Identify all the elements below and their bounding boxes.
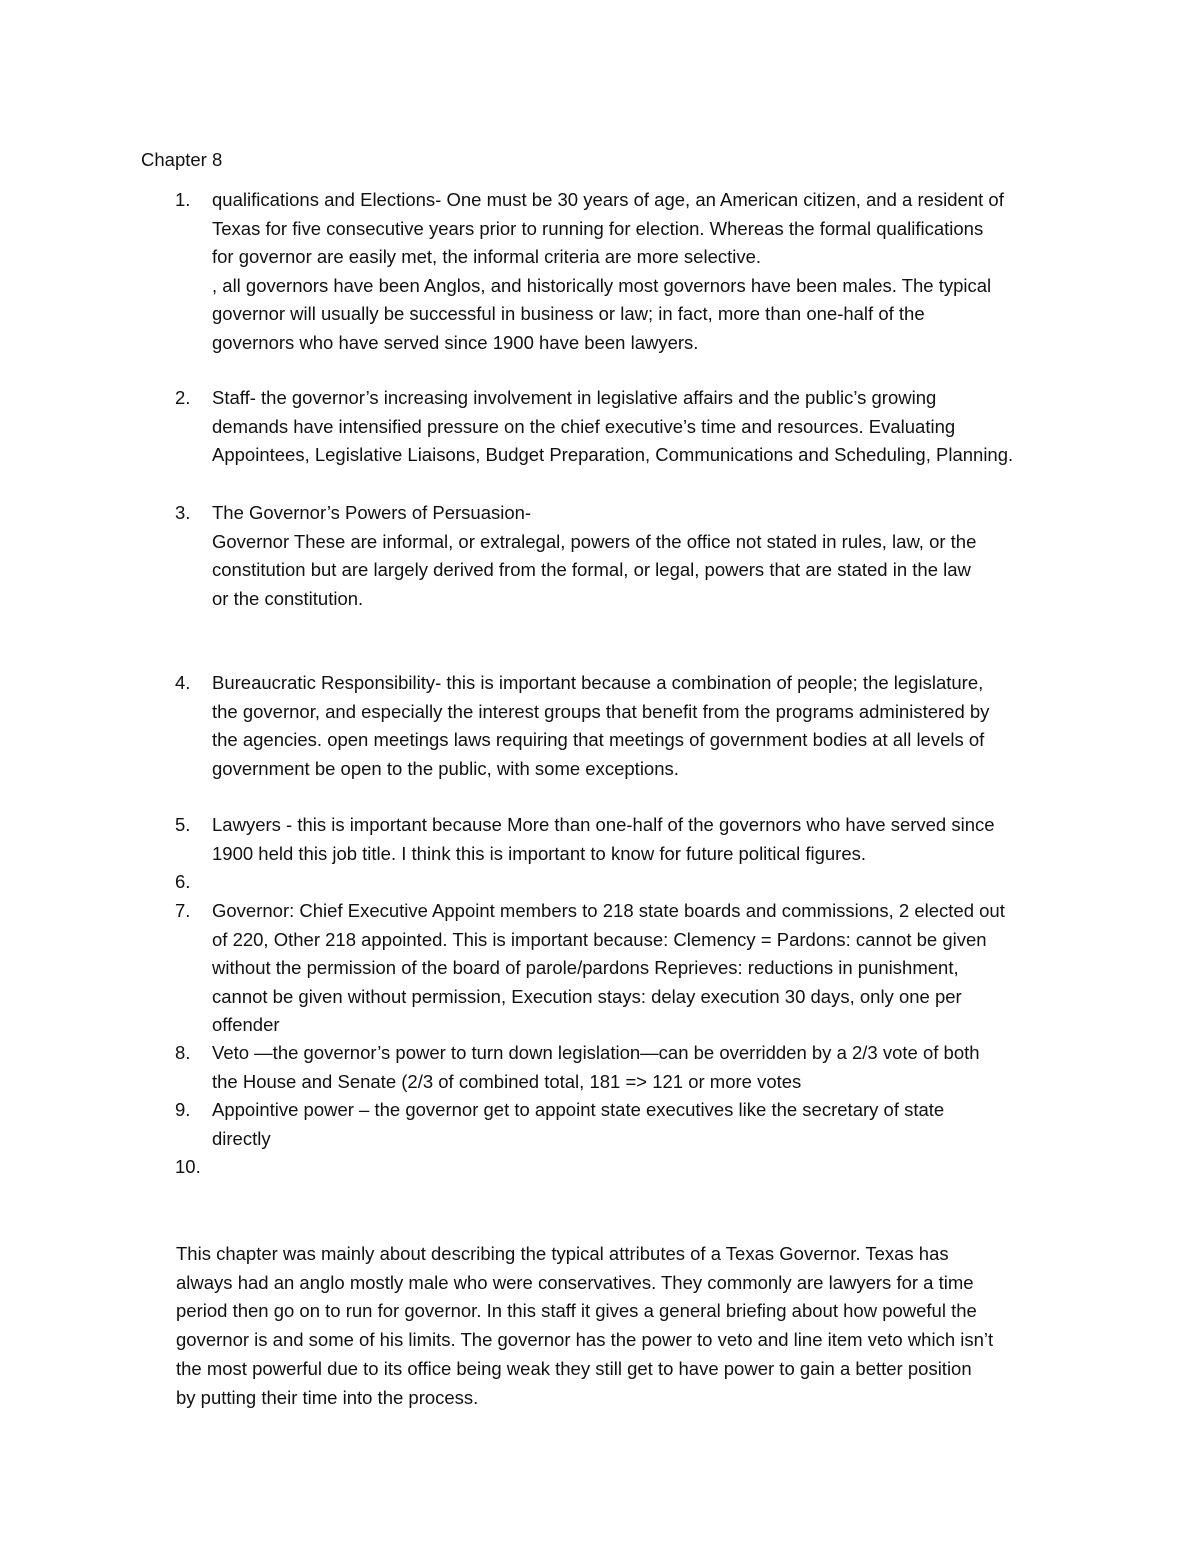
- list-item-text: [212, 669, 1066, 783]
- list-item-text: [212, 499, 1066, 613]
- text-line: governors who have served since 1900 have been lawyers.: [212, 331, 699, 353]
- text-line: the agencies. open meetings laws requiring that meetings of government bodies at all levels of: [212, 729, 985, 750]
- text-line: Lawyers - this is important because More than one-half of the governors who have served since: [212, 814, 995, 835]
- text-line: by putting their time into the process.: [176, 1386, 479, 1408]
- list-item: [141, 1039, 1066, 1096]
- list-item-text: [212, 186, 1066, 357]
- text-line: Appointive power – the governor get to appoint state executives like the secretary of state: [212, 1099, 945, 1120]
- text-line: governor will usually be successful in business or law; in fact, more than one-half of the: [212, 303, 925, 324]
- list-item-number: 7.: [175, 900, 191, 921]
- list-item-number: 4.: [175, 672, 191, 693]
- text-line: without the permission of the board of parole/pardons Reprieves: reductions in punishment,: [212, 957, 959, 978]
- text-line: offender: [212, 1014, 280, 1035]
- text-line: period then go on to run for governor. In this staff it gives a general briefing about how poweful the: [176, 1300, 977, 1322]
- list-item: [141, 186, 1066, 357]
- list-item-text: [212, 384, 1066, 470]
- text-line: Texas for five consecutive years prior to running for election. Whereas the formal qualifications: [212, 217, 984, 239]
- text-line: cannot be given without permission, Execution stays: delay execution 30 days, only one per: [212, 985, 962, 1007]
- text-line: Staff- the governor’s increasing involvement in legislative affairs and the public’s growing: [212, 387, 937, 408]
- list-item-number: 2.: [175, 387, 191, 408]
- text-line: This chapter was mainly about describing the typical attributes of a Texas Governor. Texas has: [176, 1243, 949, 1264]
- text-line: Governor These are informal, or extralegal, powers of the office not stated in rules, law, or the: [212, 530, 977, 552]
- page-title: Chapter 8: [141, 149, 223, 170]
- list-item: [141, 811, 1066, 868]
- text-line: constitution but are largely derived from the formal, or legal, powers that are stated in the law: [212, 559, 971, 580]
- list-item-text: [212, 897, 1066, 1040]
- text-line: directly: [212, 1127, 271, 1149]
- list-item: [141, 499, 1066, 613]
- text-line: Governor: Chief Executive Appoint members to 218 state boards and commissions, 2 elected out: [212, 900, 1005, 921]
- list-item: [141, 1096, 1066, 1153]
- text-line: , all governors have been Anglos, and historically most governors have been males. The typical: [212, 274, 992, 296]
- text-line: always had an anglo mostly male who were conservatives. They commonly are lawyers for a time: [176, 1271, 974, 1293]
- text-line: qualifications and Elections- One must be 30 years of age, an American citizen, and a resident of: [212, 189, 1004, 210]
- list-item: [141, 384, 1066, 470]
- text-line: government be open to the public, with some exceptions.: [212, 757, 679, 779]
- text-line: Bureaucratic Responsibility- this is important because a combination of people; the legislature,: [212, 672, 984, 693]
- list-item-text: [212, 811, 1066, 868]
- list-item: [141, 897, 1066, 1040]
- list-item: [141, 669, 1066, 783]
- text-line: 1900 held this job title. I think this is important to know for future political figures.: [212, 842, 866, 864]
- text-line: or the constitution.: [212, 587, 364, 609]
- list-item-number: 9.: [175, 1099, 191, 1120]
- list-item-text: [212, 1096, 1066, 1153]
- text-line: the governor, and especially the interest groups that benefit from the programs administered by: [212, 700, 990, 722]
- text-line: of 220, Other 218 appointed. This is important because: Clemency = Pardons: cannot be given: [212, 928, 987, 950]
- text-line: The Governor’s Powers of Persuasion-: [212, 502, 532, 523]
- text-line: for governor are easily met, the informal criteria are more selective.: [212, 246, 762, 267]
- text-line: governor is and some of his limits. The governor has the power to veto and line item veto which isn’t: [176, 1329, 994, 1351]
- text-line: the House and Senate (2/3 of combined total, 181 => 121 or more votes: [212, 1070, 802, 1092]
- list-item-number: 10.: [175, 1156, 201, 1177]
- list-item-text: [212, 1039, 1066, 1096]
- text-line: Veto —the governor’s power to turn down legislation—can be overridden by a 2/3 vote of both: [212, 1042, 980, 1063]
- list-item-number: 5.: [175, 814, 191, 835]
- text-line: Appointees, Legislative Liaisons, Budget Preparation, Communications and Scheduling, Planning.: [212, 444, 1014, 465]
- list-item-number: 8.: [175, 1042, 191, 1063]
- text-line: demands have intensified pressure on the chief executive’s time and resources. Evaluating: [212, 415, 956, 437]
- list-item-number: 6.: [175, 871, 191, 892]
- list-item-number: 3.: [175, 502, 191, 523]
- summary-paragraph: [176, 1240, 1076, 1412]
- list-item-number: 1.: [175, 189, 191, 210]
- text-line: the most powerful due to its office being weak they still get to have power to gain a better position: [176, 1357, 972, 1379]
